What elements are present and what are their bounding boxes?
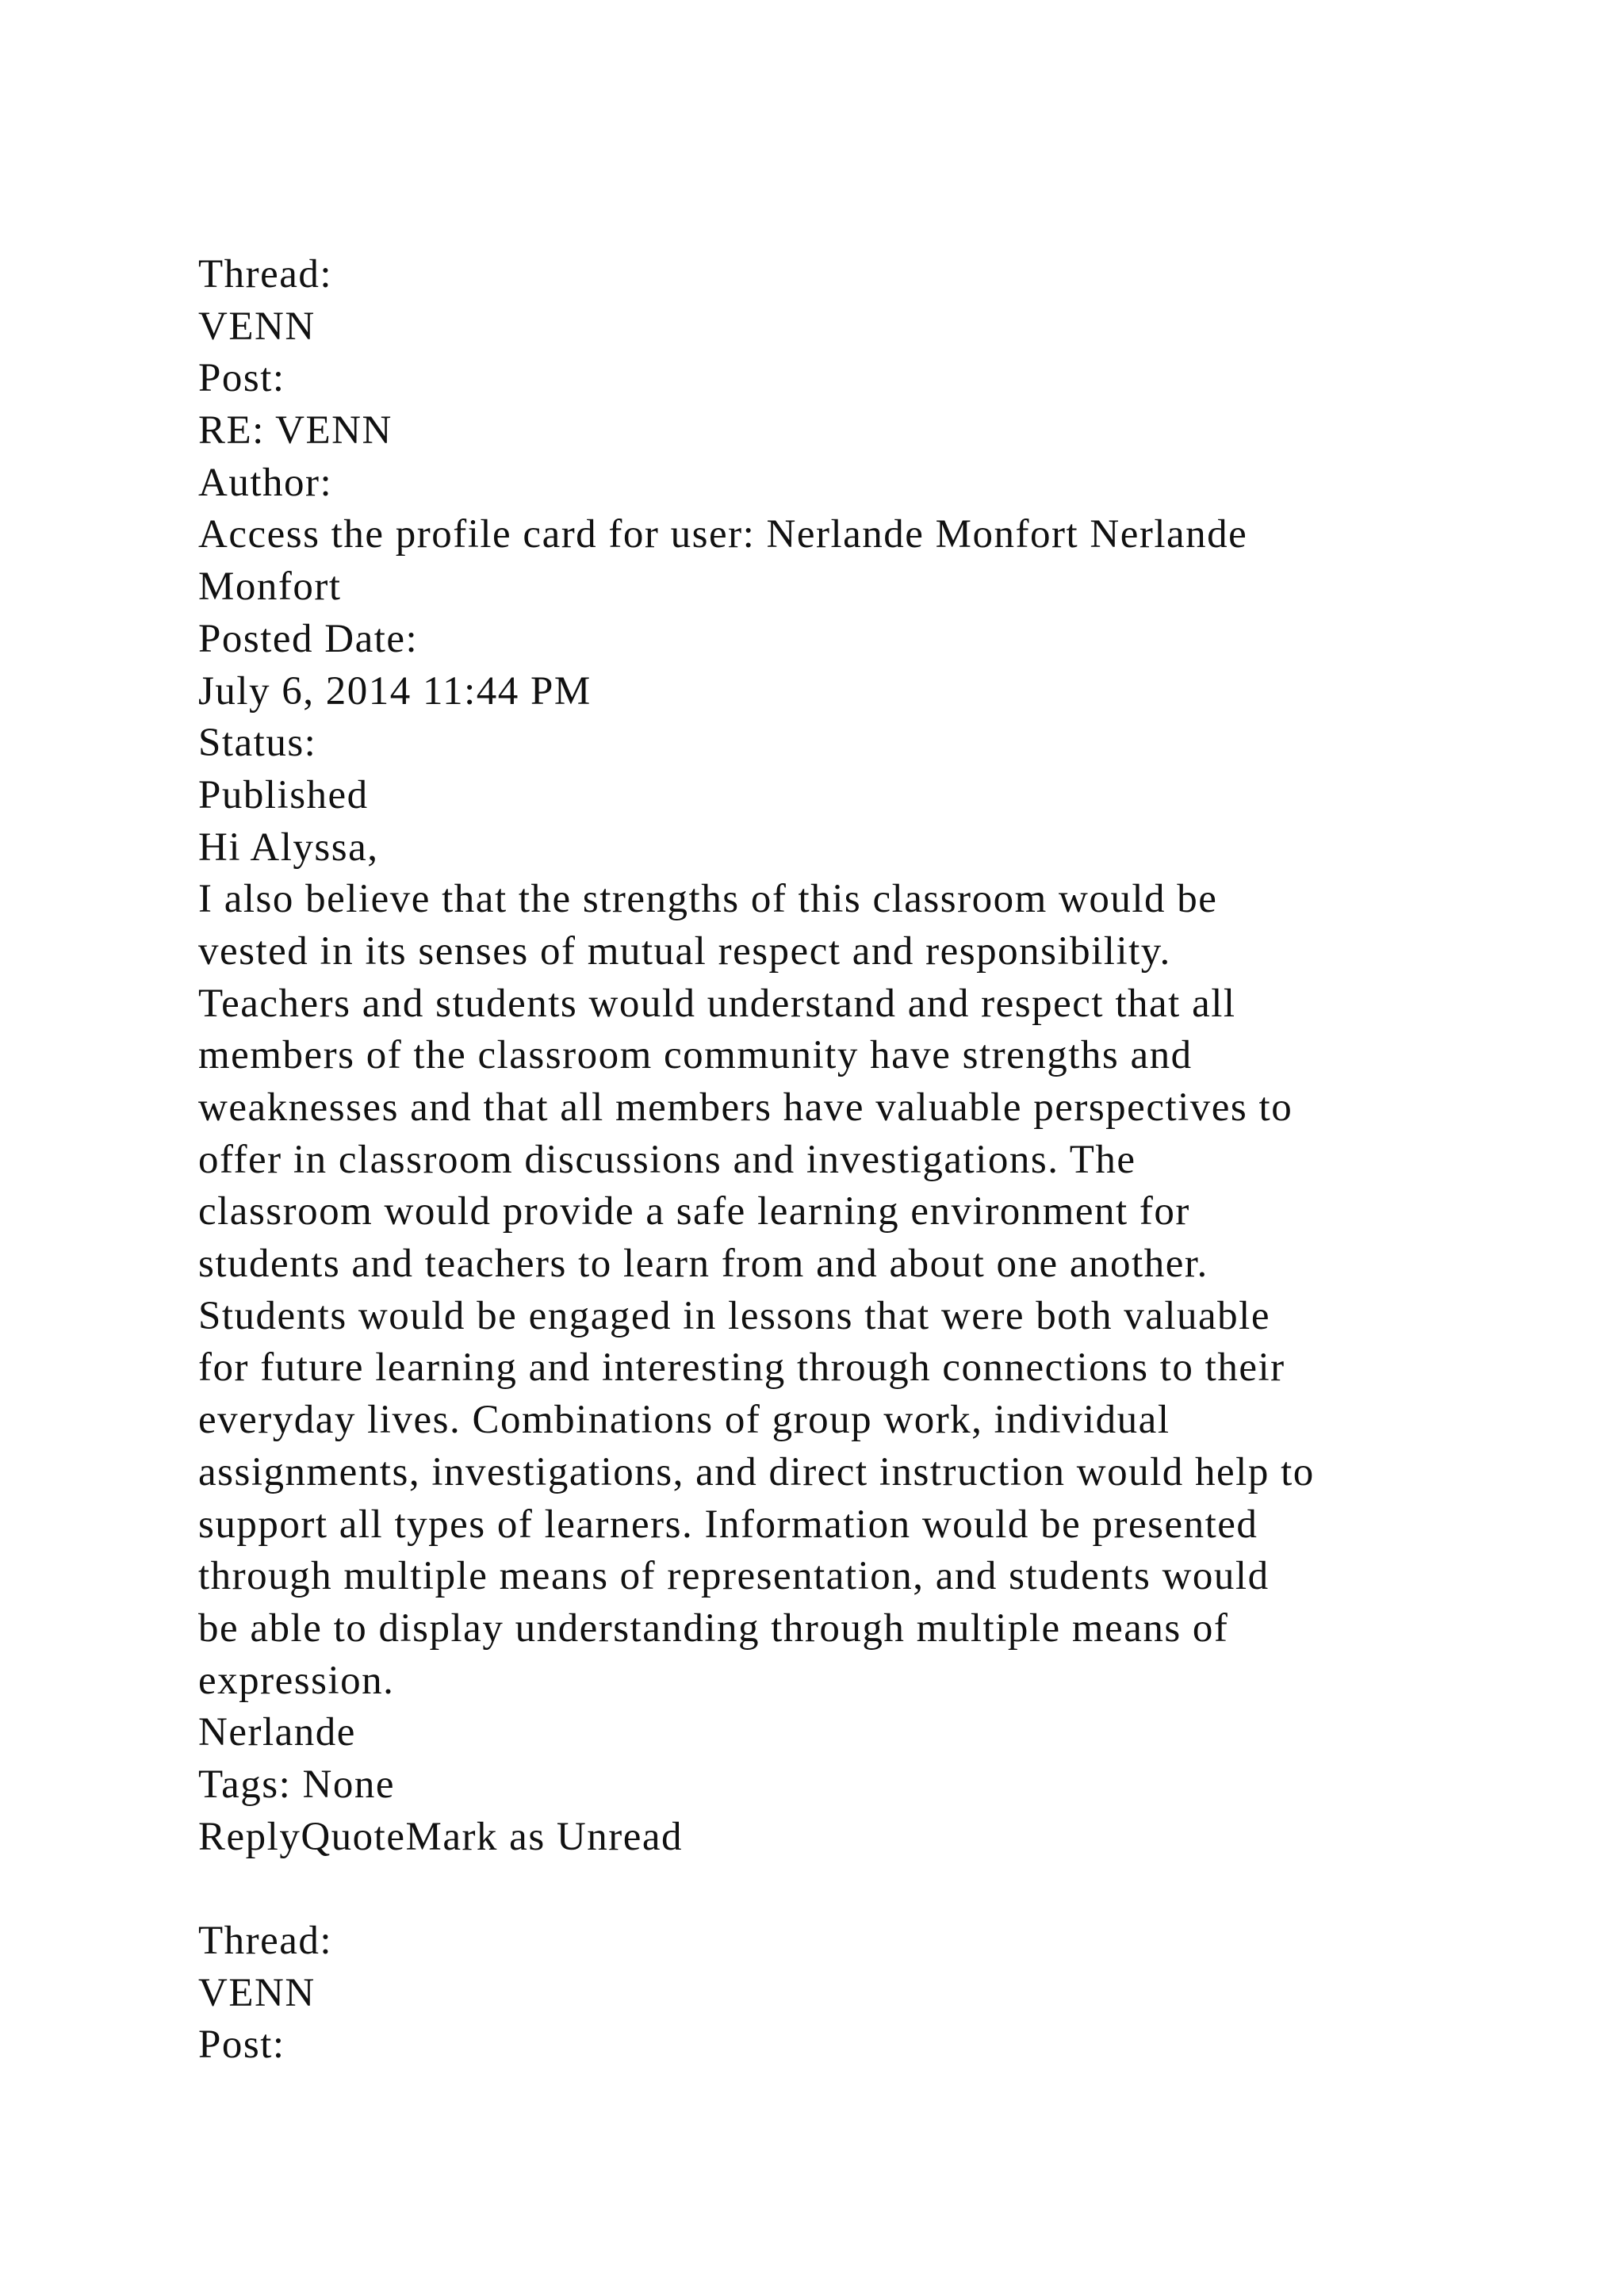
body-line: through multiple means of representation, and students would — [198, 1554, 1270, 1599]
body-line: Teachers and students would understand and respect that all — [198, 981, 1236, 1026]
posted-date-value: July 6, 2014 11:44 PM — [198, 668, 592, 714]
body-line: offer in classroom discussions and investigations. The — [198, 1137, 1136, 1182]
post-body — [198, 874, 1507, 1707]
body-line: weaknesses and that all members have valuable perspectives to — [198, 1085, 1293, 1130]
author-label: Author: — [198, 460, 333, 505]
body-line: expression. — [198, 1658, 395, 1703]
document-page — [198, 249, 1507, 2072]
status-value: Published — [198, 772, 369, 817]
posted-date-label: Posted Date: — [198, 616, 419, 661]
post-greeting: Hi Alyssa, — [198, 825, 379, 870]
post-2 — [198, 1915, 1507, 2072]
post-title: RE: VENN — [198, 408, 393, 453]
body-line: everyday lives. Combinations of group work, individual — [198, 1398, 1170, 1443]
thread-title: VENN — [198, 1970, 316, 2015]
post-separator — [198, 1863, 1507, 1915]
body-line: for future learning and interesting through connections to their — [198, 1345, 1285, 1391]
thread-label: Thread: — [198, 252, 333, 297]
body-line: I also believe that the strengths of this classroom would be — [198, 877, 1218, 922]
post-actions — [198, 1812, 1507, 1864]
reply-link[interactable]: Reply — [198, 1814, 301, 1859]
body-line: students and teachers to learn from and about one another. — [198, 1242, 1208, 1287]
thread-title: VENN — [198, 304, 316, 349]
body-line: vested in its senses of mutual respect and responsibility. — [198, 928, 1171, 974]
post-signature: Nerlande — [198, 1710, 356, 1755]
body-line: classroom would provide a safe learning environment for — [198, 1189, 1190, 1234]
post-label: Post: — [198, 356, 285, 401]
body-line: members of the classroom community have strengths and — [198, 1033, 1193, 1078]
quote-link[interactable]: Quote — [301, 1814, 406, 1859]
post-tags: Tags: None — [198, 1762, 395, 1807]
post-1 — [198, 249, 1507, 1863]
thread-label: Thread: — [198, 1919, 333, 1963]
body-line: be able to display understanding through multiple means of — [198, 1605, 1229, 1651]
body-line: support all types of learners. Information would be presented — [198, 1502, 1258, 1547]
mark-as-unread-link[interactable]: Mark as Unread — [405, 1814, 684, 1859]
body-line: Students would be engaged in lessons that were both valuable — [198, 1293, 1270, 1338]
status-label: Status: — [198, 721, 317, 766]
author-profile-link-continued[interactable]: Monfort — [198, 564, 342, 610]
body-line: assignments, investigations, and direct instruction would help to — [198, 1449, 1315, 1494]
post-label: Post: — [198, 2022, 285, 2068]
author-profile-link[interactable]: Access the profile card for user: Nerlande Monfort Nerlande — [198, 512, 1248, 557]
